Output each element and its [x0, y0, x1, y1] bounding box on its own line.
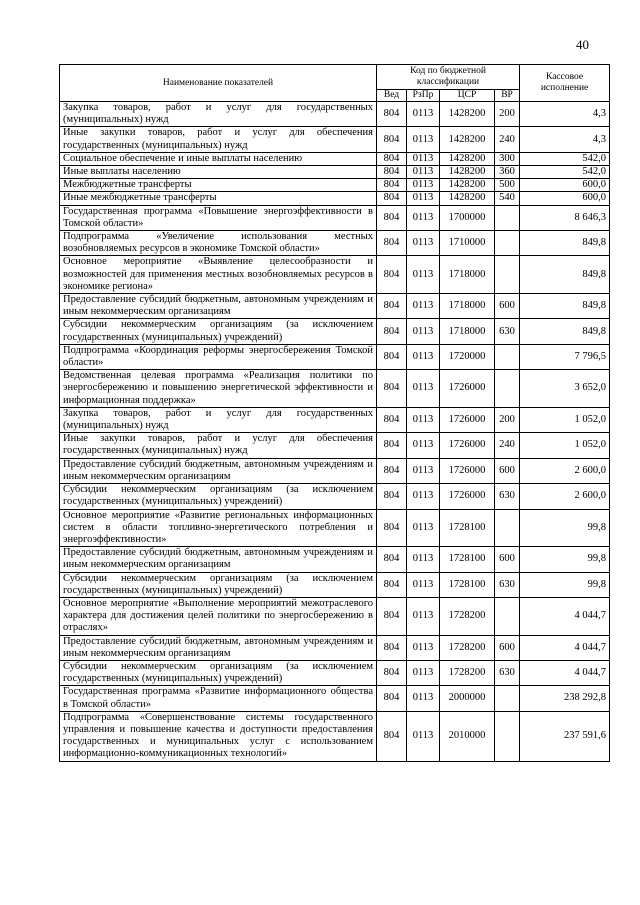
table-row	[60, 344, 610, 369]
row-ved-cell: 804	[377, 256, 407, 294]
row-rzpr-cell: 0113	[407, 711, 440, 761]
row-vr-cell	[495, 686, 520, 711]
row-rzpr-cell: 0113	[407, 660, 440, 685]
row-rzpr-cell: 0113	[407, 407, 440, 432]
row-amount-cell: 1 052,0	[520, 407, 610, 432]
row-ved-cell: 804	[377, 547, 407, 572]
row-amount-cell: 600,0	[520, 179, 610, 192]
row-vr-cell	[495, 370, 520, 408]
row-name-cell: Предоставление субсидий бюджетным, автономным учреждениям и иным некоммерческим организациям	[60, 547, 377, 572]
row-ved-cell: 804	[377, 458, 407, 483]
row-name-cell: Подпрограмма «Совершенствование системы государственного управления и повышение качества и доступности предоставления государственных и муниципальных услуг с использованием информационно-коммуникационных технологий»	[60, 711, 377, 761]
row-csr-cell: 1726000	[440, 458, 495, 483]
row-vr-cell	[495, 344, 520, 369]
row-amount-cell: 542,0	[520, 166, 610, 179]
row-csr-cell: 1428200	[440, 102, 495, 127]
row-amount-cell: 849,8	[520, 294, 610, 319]
table-row	[60, 660, 610, 685]
row-rzpr-cell: 0113	[407, 179, 440, 192]
row-amount-cell: 849,8	[520, 319, 610, 344]
row-vr-cell: 630	[495, 484, 520, 509]
table-row	[60, 635, 610, 660]
row-rzpr-cell: 0113	[407, 192, 440, 205]
row-rzpr-cell: 0113	[407, 231, 440, 256]
row-ved-cell: 804	[377, 179, 407, 192]
table-row	[60, 370, 610, 408]
row-name-cell: Государственная программа «Развитие информационного общества в Томской области»	[60, 686, 377, 711]
row-csr-cell: 1428200	[440, 152, 495, 165]
row-rzpr-cell: 0113	[407, 256, 440, 294]
row-ved-cell: 804	[377, 686, 407, 711]
row-rzpr-cell: 0113	[407, 370, 440, 408]
row-vr-cell	[495, 256, 520, 294]
row-name-cell: Основное мероприятие «Выполнение мероприятий межотраслевого характера для достижения целей политики по энергосбережению в отраслях»	[60, 597, 377, 635]
row-vr-cell	[495, 231, 520, 256]
row-amount-cell: 7 796,5	[520, 344, 610, 369]
page-number: 40	[576, 37, 589, 52]
row-vr-cell: 630	[495, 660, 520, 685]
row-csr-cell: 1726000	[440, 433, 495, 458]
row-rzpr-cell: 0113	[407, 433, 440, 458]
row-ved-cell: 804	[377, 635, 407, 660]
table-row	[60, 179, 610, 192]
row-rzpr-cell: 0113	[407, 484, 440, 509]
row-name-cell: Основное мероприятие «Выявление целесообразности и возможностей для применения местных возобновляемых ресурсов в экономике региона»	[60, 256, 377, 294]
row-rzpr-cell: 0113	[407, 166, 440, 179]
row-vr-cell: 600	[495, 547, 520, 572]
table-row	[60, 166, 610, 179]
row-name-cell: Субсидии некоммерческим организациям (за исключением государственных (муниципальных) учреждений)	[60, 572, 377, 597]
row-csr-cell: 1700000	[440, 205, 495, 230]
row-ved-cell: 804	[377, 294, 407, 319]
row-amount-cell: 99,8	[520, 572, 610, 597]
row-ved-cell: 804	[377, 572, 407, 597]
row-csr-cell: 1718000	[440, 319, 495, 344]
table-row	[60, 547, 610, 572]
row-rzpr-cell: 0113	[407, 572, 440, 597]
row-name-cell: Субсидии некоммерческим организациям (за исключением государственных (муниципальных) учреждений)	[60, 660, 377, 685]
row-rzpr-cell: 0113	[407, 597, 440, 635]
row-name-cell: Закупка товаров, работ и услуг для государственных (муниципальных) нужд	[60, 407, 377, 432]
row-amount-cell: 99,8	[520, 547, 610, 572]
row-rzpr-cell: 0113	[407, 205, 440, 230]
row-csr-cell: 1428200	[440, 127, 495, 152]
row-amount-cell: 8 646,3	[520, 205, 610, 230]
row-vr-cell: 600	[495, 458, 520, 483]
table-row	[60, 152, 610, 165]
row-ved-cell: 804	[377, 166, 407, 179]
table-row	[60, 484, 610, 509]
row-csr-cell: 1728100	[440, 572, 495, 597]
header-ved: Вед	[377, 90, 407, 102]
header-rzpr: РзПр	[407, 90, 440, 102]
row-name-cell: Предоставление субсидий бюджетным, автономным учреждениям и иным некоммерческим организациям	[60, 635, 377, 660]
table-row	[60, 509, 610, 547]
row-name-cell: Субсидии некоммерческим организациям (за исключением государственных (муниципальных) учреждений)	[60, 484, 377, 509]
row-amount-cell: 2 600,0	[520, 484, 610, 509]
row-name-cell: Социальное обеспечение и иные выплаты населению	[60, 152, 377, 165]
table-row	[60, 711, 610, 761]
header-code-group: Код по бюджетной классификации	[377, 65, 520, 90]
row-amount-cell: 3 652,0	[520, 370, 610, 408]
row-name-cell: Иные выплаты населению	[60, 166, 377, 179]
budget-table	[59, 64, 610, 762]
row-csr-cell: 1428200	[440, 166, 495, 179]
row-vr-cell	[495, 711, 520, 761]
row-ved-cell: 804	[377, 509, 407, 547]
table-row	[60, 458, 610, 483]
row-csr-cell: 2010000	[440, 711, 495, 761]
row-rzpr-cell: 0113	[407, 458, 440, 483]
row-name-cell: Иные закупки товаров, работ и услуг для обеспечения государственных (муниципальных) нужд	[60, 433, 377, 458]
row-amount-cell: 4 044,7	[520, 597, 610, 635]
row-vr-cell	[495, 597, 520, 635]
row-rzpr-cell: 0113	[407, 686, 440, 711]
row-vr-cell: 600	[495, 635, 520, 660]
row-ved-cell: 804	[377, 127, 407, 152]
header-vr: ВР	[495, 90, 520, 102]
row-rzpr-cell: 0113	[407, 102, 440, 127]
row-vr-cell: 600	[495, 294, 520, 319]
row-amount-cell: 99,8	[520, 509, 610, 547]
table-row	[60, 102, 610, 127]
row-csr-cell: 1720000	[440, 344, 495, 369]
row-ved-cell: 804	[377, 484, 407, 509]
row-amount-cell: 849,8	[520, 231, 610, 256]
row-ved-cell: 804	[377, 660, 407, 685]
table-row	[60, 294, 610, 319]
row-ved-cell: 804	[377, 711, 407, 761]
header-amount: Кассовое исполнение	[520, 65, 610, 102]
row-rzpr-cell: 0113	[407, 152, 440, 165]
row-csr-cell: 1710000	[440, 231, 495, 256]
header-name: Наименование показателей	[60, 65, 377, 102]
row-vr-cell: 200	[495, 407, 520, 432]
row-ved-cell: 804	[377, 192, 407, 205]
table-row	[60, 319, 610, 344]
row-amount-cell: 4,3	[520, 127, 610, 152]
row-name-cell: Закупка товаров, работ и услуг для государственных (муниципальных) нужд	[60, 102, 377, 127]
row-name-cell: Иные межбюджетные трансферты	[60, 192, 377, 205]
table-header	[60, 65, 610, 102]
table-body	[60, 102, 610, 762]
row-ved-cell: 804	[377, 370, 407, 408]
row-vr-cell: 240	[495, 433, 520, 458]
row-amount-cell: 238 292,8	[520, 686, 610, 711]
table-row	[60, 231, 610, 256]
row-name-cell: Субсидии некоммерческим организациям (за исключением государственных (муниципальных) учреждений)	[60, 319, 377, 344]
table-row	[60, 407, 610, 432]
row-vr-cell: 630	[495, 319, 520, 344]
table-row	[60, 572, 610, 597]
table-row	[60, 205, 610, 230]
row-name-cell: Государственная программа «Повышение энергоэффективности в Томской области»	[60, 205, 377, 230]
row-csr-cell: 1726000	[440, 370, 495, 408]
row-ved-cell: 804	[377, 102, 407, 127]
row-csr-cell: 1728200	[440, 635, 495, 660]
row-csr-cell: 1428200	[440, 179, 495, 192]
row-ved-cell: 804	[377, 231, 407, 256]
row-rzpr-cell: 0113	[407, 635, 440, 660]
row-ved-cell: 804	[377, 433, 407, 458]
row-name-cell: Иные закупки товаров, работ и услуг для обеспечения государственных (муниципальных) нужд	[60, 127, 377, 152]
row-rzpr-cell: 0113	[407, 319, 440, 344]
row-amount-cell: 2 600,0	[520, 458, 610, 483]
row-amount-cell: 849,8	[520, 256, 610, 294]
table-row	[60, 192, 610, 205]
row-amount-cell: 600,0	[520, 192, 610, 205]
row-ved-cell: 804	[377, 319, 407, 344]
row-vr-cell	[495, 509, 520, 547]
row-name-cell: Предоставление субсидий бюджетным, автономным учреждениям и иным некоммерческим организациям	[60, 458, 377, 483]
row-rzpr-cell: 0113	[407, 294, 440, 319]
row-name-cell: Подпрограмма «Увеличение использования местных возобновляемых ресурсов в экономике Томской области»	[60, 231, 377, 256]
row-csr-cell: 1728100	[440, 509, 495, 547]
row-name-cell: Подпрограмма «Координация реформы энергосбережения Томской области»	[60, 344, 377, 369]
row-csr-cell: 1726000	[440, 407, 495, 432]
table-row	[60, 127, 610, 152]
row-csr-cell: 1428200	[440, 192, 495, 205]
row-amount-cell: 4,3	[520, 102, 610, 127]
row-rzpr-cell: 0113	[407, 127, 440, 152]
row-amount-cell: 1 052,0	[520, 433, 610, 458]
row-rzpr-cell: 0113	[407, 344, 440, 369]
row-name-cell: Предоставление субсидий бюджетным, автономным учреждениям и иным некоммерческим организациям	[60, 294, 377, 319]
row-ved-cell: 804	[377, 344, 407, 369]
row-csr-cell: 1728100	[440, 547, 495, 572]
row-vr-cell: 540	[495, 192, 520, 205]
row-csr-cell: 1728200	[440, 597, 495, 635]
row-amount-cell: 4 044,7	[520, 635, 610, 660]
row-csr-cell: 1718000	[440, 294, 495, 319]
row-vr-cell: 200	[495, 102, 520, 127]
header-csr: ЦСР	[440, 90, 495, 102]
row-ved-cell: 804	[377, 597, 407, 635]
row-vr-cell: 500	[495, 179, 520, 192]
row-vr-cell: 630	[495, 572, 520, 597]
row-name-cell: Ведомственная целевая программа «Реализация политики по энергосбережению и повышению энергетической эффективности и информационная поддержка»	[60, 370, 377, 408]
row-vr-cell	[495, 205, 520, 230]
row-name-cell: Межбюджетные трансферты	[60, 179, 377, 192]
row-ved-cell: 804	[377, 205, 407, 230]
row-vr-cell: 360	[495, 166, 520, 179]
table-row	[60, 433, 610, 458]
row-amount-cell: 237 591,6	[520, 711, 610, 761]
row-csr-cell: 1728200	[440, 660, 495, 685]
table-row	[60, 256, 610, 294]
row-vr-cell: 240	[495, 127, 520, 152]
row-csr-cell: 2000000	[440, 686, 495, 711]
row-ved-cell: 804	[377, 407, 407, 432]
row-amount-cell: 4 044,7	[520, 660, 610, 685]
row-ved-cell: 804	[377, 152, 407, 165]
row-vr-cell: 300	[495, 152, 520, 165]
row-amount-cell: 542,0	[520, 152, 610, 165]
table-row	[60, 597, 610, 635]
row-rzpr-cell: 0113	[407, 547, 440, 572]
row-name-cell: Основное мероприятие «Развитие региональных информационных систем в области топливно-энергетического потребления и энергоэффективности»	[60, 509, 377, 547]
row-csr-cell: 1726000	[440, 484, 495, 509]
row-rzpr-cell: 0113	[407, 509, 440, 547]
row-csr-cell: 1718000	[440, 256, 495, 294]
table-row	[60, 686, 610, 711]
